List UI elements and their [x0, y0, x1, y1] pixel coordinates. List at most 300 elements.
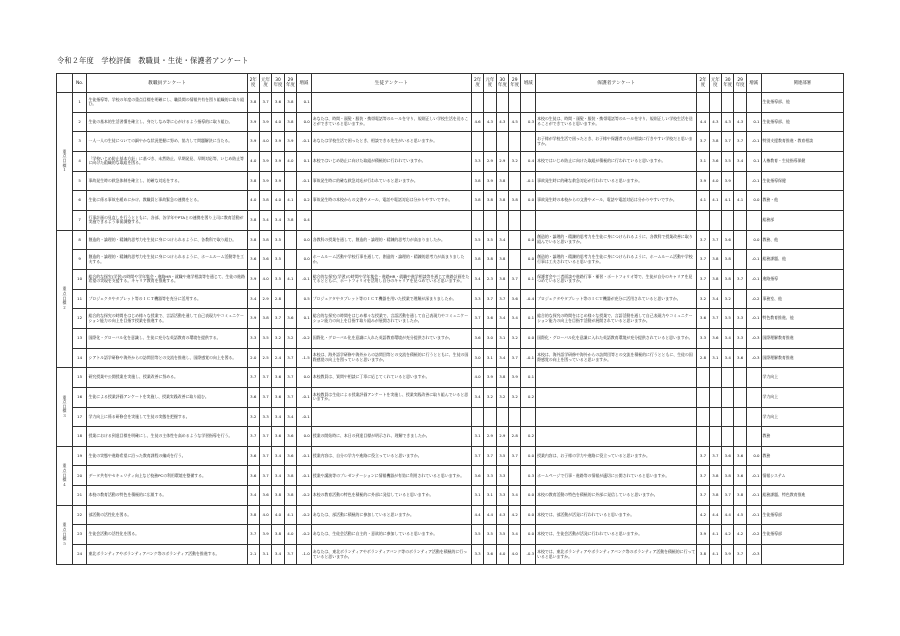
student-item: 本校教員は生徒による授業評価アンケートを実施し、授業実践改善に取り組んでいると思いますか。	[311, 387, 471, 407]
row-number: 18	[72, 427, 87, 447]
student-score	[509, 93, 521, 113]
staff-diff: -0.2	[297, 486, 312, 506]
table-header-row	[57, 74, 844, 93]
student-score: 3.5	[484, 230, 496, 250]
parent-diff	[746, 407, 761, 427]
row-number: 7	[72, 210, 87, 230]
staff-score: 3.8	[284, 486, 296, 506]
student-survey-header: 生徒アンケート	[311, 74, 471, 93]
parent-score: 3.2	[697, 289, 709, 309]
parent-score: 3.6	[697, 309, 709, 329]
parent-diff: -0.1	[746, 171, 761, 191]
table-row	[57, 505, 844, 525]
student-score: 3.1	[484, 486, 496, 506]
table-row	[57, 387, 844, 407]
table-row	[57, 348, 844, 368]
parent-score: 4.2	[722, 525, 734, 545]
staff-score: 3.7	[284, 545, 296, 565]
parent-item	[536, 368, 697, 388]
parent-diff	[746, 387, 761, 407]
staff-score: 3.4	[272, 545, 284, 565]
department	[761, 545, 844, 565]
student-score: 3.2	[509, 328, 521, 348]
student-score: 3.5	[471, 525, 483, 545]
student-year30-header: 30年度	[496, 74, 508, 93]
row-number: 22	[72, 505, 87, 525]
staff-item: 研究授業や公開授業を実施し、授業改善に努める。	[87, 368, 247, 388]
parent-diff: -0.1	[746, 486, 761, 506]
student-score	[496, 407, 508, 427]
student-item: 授業内容は、自分の学力や進路に役立っていると思いますか。	[311, 446, 471, 466]
department: 情報システム	[761, 466, 844, 486]
parent-score: 4.1	[734, 191, 746, 211]
staff-score: 3.8	[284, 112, 296, 132]
student-item	[311, 210, 471, 230]
parent-score	[722, 427, 734, 447]
student-score	[471, 210, 483, 230]
staff-diff: 0.0	[297, 112, 312, 132]
table-row	[57, 407, 844, 427]
parent-score: 3.5	[722, 309, 734, 329]
staff-score: 3.7	[284, 348, 296, 368]
staff-score: 3.5	[259, 328, 271, 348]
student-score: 3.6	[484, 309, 496, 329]
student-diff	[521, 93, 536, 113]
parent-score: 3.4	[709, 289, 721, 309]
staff-diff-header: 増減	[297, 74, 312, 93]
staff-score: 3.2	[272, 328, 284, 348]
staff-score: 4.0	[259, 132, 271, 152]
staff-diff: 0.0	[297, 427, 312, 447]
student-score	[509, 250, 521, 270]
staff-score: 4.1	[284, 505, 296, 525]
staff-item: 部活動の活性化を図る。	[87, 505, 247, 525]
table-row	[57, 368, 844, 388]
staff-item: 本校の教育活動の特色を積極的に広報する。	[87, 486, 247, 506]
parent-diff: -0.1	[746, 132, 761, 152]
parent-score: 3.7	[697, 250, 709, 270]
student-score: 3.3	[471, 545, 483, 565]
student-diff: 0.0	[521, 505, 536, 525]
parent-year1-header: 元年度	[709, 74, 721, 93]
student-year1-header: 元年度	[484, 74, 496, 93]
parent-score: 3.7	[709, 230, 721, 250]
student-score	[484, 132, 496, 152]
student-diff	[521, 210, 536, 230]
student-diff: 0.1	[521, 269, 536, 289]
staff-score: 3.6	[247, 466, 259, 486]
student-score: 3.1	[471, 486, 483, 506]
staff-diff: -0.2	[297, 525, 312, 545]
staff-score: 3.7	[272, 309, 284, 329]
parent-score: 3.7	[697, 269, 709, 289]
table-row	[57, 486, 844, 506]
staff-score: 3.8	[272, 486, 284, 506]
student-item: 本校教員は、質問や相談に丁寧に応じてくれていると思いますか。	[311, 368, 471, 388]
staff-item: 生徒指導等、学校の年度の重点目標を明確にし、職員間の情報共有を図り組織的に取り組む。	[87, 93, 247, 113]
parent-score	[697, 93, 709, 113]
student-score: 3.7	[471, 309, 483, 329]
parent-score	[697, 407, 709, 427]
student-score: 4.4	[471, 505, 483, 525]
parent-year29-header: 29年度	[734, 74, 746, 93]
parent-diff: -0.2	[746, 289, 761, 309]
parent-score: 3.9	[697, 525, 709, 545]
parent-score	[722, 387, 734, 407]
student-diff: 0.0	[521, 486, 536, 506]
parent-score: 3.4	[722, 348, 734, 368]
table-row	[57, 132, 844, 152]
staff-diff: 0.5	[297, 289, 312, 309]
table-row	[57, 230, 844, 250]
staff-score	[284, 171, 296, 191]
staff-score: 3.7	[259, 368, 271, 388]
parent-diff	[746, 93, 761, 113]
student-diff	[521, 132, 536, 152]
parent-score: 4.1	[722, 191, 734, 211]
student-item: 各教科の授業を通して、創造的・論理的・精錬的思考力が高まりましたか。	[311, 230, 471, 250]
staff-item: プロジェクタやタブレット等のＩＣＴ機器等を充分に活用する。	[87, 289, 247, 309]
staff-diff: 0.1	[297, 93, 312, 113]
parent-item: 本校ではいじめ防止に向けた取組が積極的に行われていると思いますか。	[536, 151, 697, 171]
student-diff: -0.1	[521, 348, 536, 368]
parent-score	[709, 368, 721, 388]
parent-score	[734, 93, 746, 113]
row-number: 6	[72, 191, 87, 211]
staff-score: 3.4	[272, 407, 284, 427]
parent-diff: -0.2	[746, 525, 761, 545]
student-diff: 0.3	[521, 466, 536, 486]
parent-diff	[746, 427, 761, 447]
parent-score	[734, 289, 746, 309]
parent-score	[697, 387, 709, 407]
staff-score: 3.9	[272, 151, 284, 171]
student-item	[311, 407, 471, 427]
parent-score: 3.7	[697, 486, 709, 506]
student-score: 4.0	[471, 368, 483, 388]
parent-diff-header: 増減	[746, 74, 761, 93]
staff-score	[284, 230, 296, 250]
parent-diff: -0.1	[746, 466, 761, 486]
student-score	[509, 466, 521, 486]
staff-score: 4.0	[272, 112, 284, 132]
staff-score: 3.7	[259, 93, 271, 113]
parent-diff: 0.0	[746, 446, 761, 466]
staff-score: 3.6	[247, 446, 259, 466]
parent-diff: -0.3	[746, 348, 761, 368]
row-number: 14	[72, 348, 87, 368]
goal-label	[57, 446, 73, 505]
staff-score: 3.9	[259, 151, 271, 171]
parent-item: 本校では、東北ボランティアやボランティアバンク等のボランティア活動を積極的に行っていると思いますか。	[536, 545, 697, 565]
parent-score: 3.7	[734, 269, 746, 289]
staff-score: 3.6	[259, 486, 271, 506]
parent-score: 4.0	[709, 171, 721, 191]
student-score: 4.6	[471, 112, 483, 132]
parent-score	[697, 210, 709, 230]
parent-score: 3.8	[709, 132, 721, 152]
goal-header	[57, 74, 73, 93]
student-score: 3.5	[496, 446, 508, 466]
table-row	[57, 93, 844, 113]
parent-score	[734, 368, 746, 388]
parent-score: 3.4	[722, 328, 734, 348]
student-score	[509, 132, 521, 152]
staff-score: 3.9	[272, 132, 284, 152]
student-diff: 0.0	[521, 230, 536, 250]
row-number: 4	[72, 151, 87, 171]
table-row	[57, 171, 844, 191]
goal-label	[57, 230, 73, 368]
staff-score: 3.5	[272, 269, 284, 289]
staff-item: 生徒会活動の活性化を図る。	[87, 525, 247, 545]
staff-score: 3.4	[259, 210, 271, 230]
staff-score: 3.8	[247, 505, 259, 525]
parent-score	[734, 427, 746, 447]
parent-item: 本校の生徒は、時間・頭髪・服装・携帯電話等のルールを守り、規則正しい学校生活を送ることができていると思いますか。	[536, 112, 697, 132]
staff-item: 東北ボランティアやボランティアバンク等のボランティア活動を推進する。	[87, 545, 247, 565]
row-number: 13	[72, 328, 87, 348]
parent-score	[709, 427, 721, 447]
department: 学力向上	[761, 407, 844, 427]
student-score	[484, 93, 496, 113]
parent-score: 3.6	[709, 328, 721, 348]
student-score: 3.0	[471, 348, 483, 368]
row-number: 15	[72, 368, 87, 388]
parent-score: 4.2	[697, 505, 709, 525]
parent-score: 3.8	[722, 250, 734, 270]
student-score: 3.8	[484, 191, 496, 211]
student-item: あなたは、生徒会活動に自主的・意欲的に参加していると思いますか。	[311, 525, 471, 545]
staff-score: 3.6	[272, 427, 284, 447]
staff-score: 3.8	[272, 525, 284, 545]
staff-survey-header: 教職員アンケート	[87, 74, 247, 93]
student-diff: 0.0	[521, 328, 536, 348]
student-score: 2.9	[496, 427, 508, 447]
student-item: 事故発生時に的確な救急対応が行われていると思いますか。	[311, 171, 471, 191]
student-score: 3.0	[484, 328, 496, 348]
student-score	[496, 210, 508, 230]
survey-table	[56, 73, 844, 565]
student-item: 国際化・グローバル化を意識に入れた英語教育環境が充分提供されていますか。	[311, 328, 471, 348]
department: 国際理解教育推進	[761, 348, 844, 368]
student-item: あなたは、部活動に積極的に参加していると思いますか。	[311, 505, 471, 525]
student-item: 本校は、海外語学研修や海外からの訪問団等との交流を積極的に行うとともに、生徒の国際感覚の向上を図っていると思いますか。	[311, 348, 471, 368]
staff-diff: -0.1	[297, 387, 312, 407]
row-number: 3	[72, 132, 87, 152]
staff-item: 学力向上に係る研修会を実施して生徒の実態を把握する。	[87, 407, 247, 427]
parent-score: 3.6	[722, 446, 734, 466]
parent-item	[536, 93, 697, 113]
staff-score: 3.3	[259, 407, 271, 427]
parent-score	[734, 210, 746, 230]
student-score	[509, 171, 521, 191]
table-row	[57, 309, 844, 329]
staff-score: 3.6	[272, 93, 284, 113]
staff-score: 3.8	[247, 230, 259, 250]
number-header: No.	[72, 74, 87, 93]
table-row	[57, 191, 844, 211]
staff-score: 3.8	[259, 309, 271, 329]
parent-diff: 0.0	[746, 230, 761, 250]
parent-score: 3.8	[709, 466, 721, 486]
staff-score: 3.4	[272, 210, 284, 230]
department: 教務	[761, 446, 844, 466]
student-score: 3.4	[509, 525, 521, 545]
parent-diff: 0.0	[746, 191, 761, 211]
table-row	[57, 466, 844, 486]
row-number: 19	[72, 446, 87, 466]
parent-score: 3.2	[722, 289, 734, 309]
staff-score: 3.9	[272, 171, 284, 191]
student-score: 3.6	[471, 328, 483, 348]
student-item: 本校ではいじめ防止に向けた取組が積極的に行われていますか。	[311, 151, 471, 171]
student-score: 3.4	[471, 269, 483, 289]
staff-score: 4.1	[284, 191, 296, 211]
table-row	[57, 525, 844, 545]
staff-score: 4.0	[272, 505, 284, 525]
staff-diff: -0.2	[297, 328, 312, 348]
staff-diff: -1.0	[297, 545, 312, 565]
goal-label	[57, 93, 73, 231]
parent-score	[697, 368, 709, 388]
staff-diff: 0.0	[297, 368, 312, 388]
parent-score: 3.7	[697, 230, 709, 250]
goal-label-text: 重点目標４	[62, 463, 67, 487]
parent-score: 4.1	[697, 191, 709, 211]
staff-score: 3.1	[259, 545, 271, 565]
parent-score: 4.4	[709, 505, 721, 525]
table-row	[57, 269, 844, 289]
student-score: 3.9	[509, 368, 521, 388]
staff-score: 3.4	[247, 486, 259, 506]
staff-score: 3.9	[259, 171, 271, 191]
student-score: 2.9	[484, 427, 496, 447]
staff-score: 3.8	[284, 93, 296, 113]
student-score: 3.8	[496, 191, 508, 211]
table-row	[57, 427, 844, 447]
staff-diff: 0.1	[297, 309, 312, 329]
parent-score: 3.1	[697, 151, 709, 171]
staff-score: 2.4	[272, 348, 284, 368]
staff-item: 総合的な探究(学習)の時間や学年集会・進路HR・就職や進学相談等を通じて、生徒の進路希望の実現を支援する。キャリア教育を推進する。	[87, 269, 247, 289]
staff-item: 事故発生時の救急体制を確立し、的確な対応をする。	[87, 171, 247, 191]
parent-item: 総合的な探究の時間をはじめ様々な授業で、言語活動を通して自己表現力やコミュニケーション能力の向上を目指す活動が展開されていると思いますか。	[536, 309, 697, 329]
parent-diff: 0.1	[746, 151, 761, 171]
staff-score: 3.7	[259, 387, 271, 407]
staff-year2-header: 2年度	[247, 74, 259, 93]
staff-diff: -0.1	[297, 269, 312, 289]
staff-score: 3.8	[247, 171, 259, 191]
student-score: 2.3	[484, 269, 496, 289]
student-score: 3.7	[496, 289, 508, 309]
staff-score: 3.8	[284, 466, 296, 486]
table-row	[57, 151, 844, 171]
staff-score: 3.2	[247, 407, 259, 427]
department: 教務、他	[761, 230, 844, 250]
student-score	[509, 230, 521, 250]
parent-item: お子様が学校生活で困ったとき、お子様や保護者の方が相談に行きやすい学校だと思いますか。	[536, 132, 697, 152]
parent-score: 3.5	[722, 151, 734, 171]
staff-score: 3.7	[247, 427, 259, 447]
student-score	[509, 210, 521, 230]
staff-score: 4.0	[247, 151, 259, 171]
student-score: 3.2	[496, 387, 508, 407]
parent-score: 3.7	[722, 486, 734, 506]
staff-year1-header: 元年度	[259, 74, 271, 93]
student-score	[471, 132, 483, 152]
department: 総務課題、他	[761, 250, 844, 270]
staff-score: 3.6	[247, 387, 259, 407]
parent-score	[709, 387, 721, 407]
staff-score: 3.5	[272, 250, 284, 270]
student-score: 3.8	[509, 191, 521, 211]
row-number: 11	[72, 289, 87, 309]
parent-score: 3.7	[697, 466, 709, 486]
student-score: 4.2	[509, 505, 521, 525]
student-score: 3.7	[471, 446, 483, 466]
parent-score: 4.3	[709, 112, 721, 132]
student-diff: 0.1	[521, 309, 536, 329]
parent-score: 3.9	[697, 171, 709, 191]
student-score: 3.9	[484, 171, 496, 191]
parent-score: 3.7	[709, 309, 721, 329]
parent-score: 3.7	[697, 132, 709, 152]
student-score: 3.8	[496, 171, 508, 191]
staff-item: データ共有やセキュリティ向上など校務PCの利用環境を整備する。	[87, 466, 247, 486]
student-item: 授業や講演等のプレゼンテーションに情報機器が有効に利用されていると思いますか。	[311, 466, 471, 486]
staff-diff: -0.1	[297, 171, 312, 191]
student-score: 2.8	[509, 427, 521, 447]
student-item: プロジェクタやタブレット等のＩＣＴ機器を用いた授業で理解が深まりましたか。	[311, 289, 471, 309]
parent-score: 3.8	[709, 250, 721, 270]
parent-diff	[746, 210, 761, 230]
student-item: 事故発生時の本校からの文書やメール、電話や電話対応は分かりやすいですか。	[311, 191, 471, 211]
row-number: 21	[72, 486, 87, 506]
parent-year30-header: 30年度	[722, 74, 734, 93]
department: 人権教育・生徒指導保健	[761, 151, 844, 171]
page-title: 令和２年度 学校評価 教職員・生徒・保護者アンケート	[57, 56, 249, 65]
student-score: 3.1	[496, 328, 508, 348]
goal-label-text: 重点目標１	[62, 148, 67, 173]
student-score: 3.4	[496, 309, 508, 329]
table-row	[57, 210, 844, 230]
parent-score: 3.3	[697, 328, 709, 348]
parent-item: 本校は、海外語学研修や海外からの訪問団等との交流を積極的に行うとともに、生徒の国際感覚の向上を図っていると思いますか。	[536, 348, 697, 368]
staff-score: 4.0	[259, 505, 271, 525]
staff-score	[284, 289, 296, 309]
parent-diff: -0.1	[746, 309, 761, 329]
parent-diff: -0.3	[746, 545, 761, 565]
table-row	[57, 545, 844, 565]
department: 事務室、他	[761, 289, 844, 309]
parent-score: 3.9	[722, 545, 734, 565]
student-score: 3.4	[509, 486, 521, 506]
department: 特別支援教育推進・教育相談	[761, 132, 844, 152]
student-score: 3.4	[509, 309, 521, 329]
parent-score	[734, 230, 746, 250]
row-number: 10	[72, 269, 87, 289]
student-diff: 0.1	[521, 368, 536, 388]
parent-score: 3.8	[722, 466, 734, 486]
student-item: あなたは学校生活で困ったとき、相談できる先生がいると思いますか。	[311, 132, 471, 152]
staff-diff: -0.2	[297, 505, 312, 525]
student-score: 4.3	[496, 505, 508, 525]
table-row	[57, 289, 844, 309]
staff-score: 3.8	[247, 210, 259, 230]
department-header: 関連部署	[761, 74, 844, 93]
staff-item: 国際化・グローバル化を意識し、生徒に充分な英語教育の環境を提供する。	[87, 328, 247, 348]
